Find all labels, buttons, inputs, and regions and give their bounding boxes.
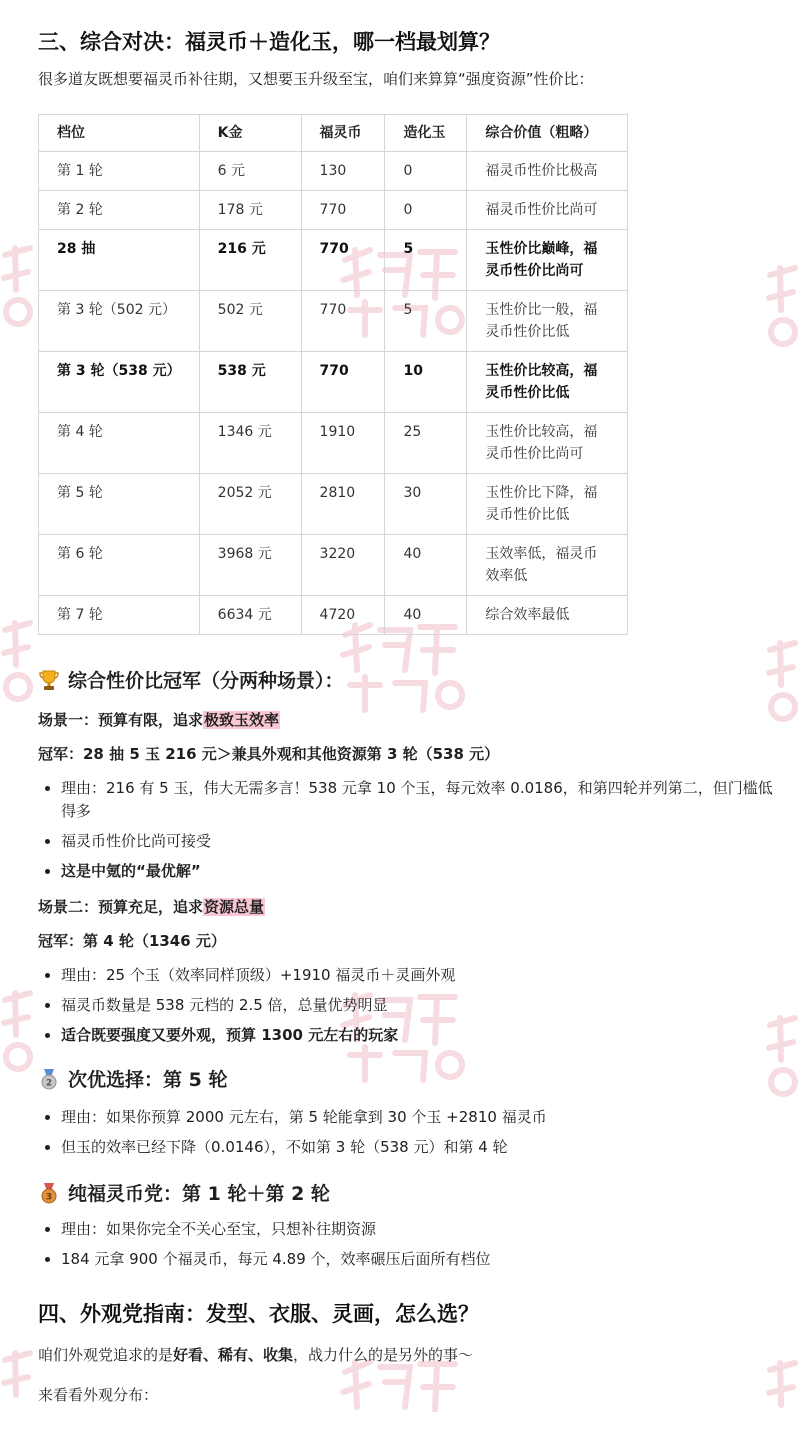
table-cell: 216 元 [199,230,301,291]
second-choice-title-text: 次优选择：第 5 轮 [68,1069,228,1091]
table-cell: 6 元 [199,152,301,191]
third-choice-title [38,1178,778,1210]
scene1-label [38,703,778,737]
scene1-bullets [38,777,778,883]
list-item: • 理由：如果你预算 2000 元左右，第 5 轮能拿到 30 个玉 +2810 福灵币 [61,1106,778,1129]
table-cell: 福灵币性价比极高 [467,152,628,191]
table-cell: 40 [385,535,467,596]
table-row [39,291,628,352]
table-cell: 6634 元 [199,596,301,635]
svg-text:3: 3 [45,1192,53,1203]
third-bullets [38,1218,778,1271]
table-row [39,596,628,635]
table-cell: 40 [385,596,467,635]
table-cell: 770 [301,230,385,291]
table-header-cell: 福灵币 [301,115,385,152]
scene2-bullets [38,964,778,1047]
table-cell: 0 [385,191,467,230]
list-item: • 福灵币数量是 538 元档的 2.5 倍，总量优势明显 [61,994,778,1017]
table-cell: 玉性价比下降，福灵币性价比低 [467,474,628,535]
table-row [39,535,628,596]
table-cell: 第 7 轮 [39,596,200,635]
table-cell: 30 [385,474,467,535]
table-cell: 770 [301,191,385,230]
second-bullets [38,1106,778,1159]
table-header-row [39,115,628,152]
section4-intro-bold: 好看、稀有、收集 [173,1346,294,1364]
table-cell: 玉性价比较高，福灵币性价比低 [467,352,628,413]
section3-intro: 很多道友既想要福灵币补往期，又想要玉升级至宝，咱们来算算“强度资源”性价比： [38,70,594,88]
table-cell: 502 元 [199,291,301,352]
table-cell: 第 1 轮 [39,152,200,191]
champion-title-text: 综合性价比冠军（分两种场景）： [68,670,344,692]
table-cell: 1910 [301,413,385,474]
table-header-cell: 造化玉 [385,115,467,152]
scene1-highlight: 极致玉效率 [204,711,280,729]
table-cell: 第 3 轮（502 元） [39,291,200,352]
list-item: • 福灵币性价比尚可接受 [61,830,778,853]
table-header-cell: 档位 [39,115,200,152]
table-row [39,191,628,230]
table-cell: 3968 元 [199,535,301,596]
list-item: • 理由：如果你完全不关心至宝，只想补往期资源 [61,1218,778,1241]
table-cell: 1346 元 [199,413,301,474]
list-item: • 适合既要强度又要外观，预算 1300 元左右的玩家 [61,1024,778,1047]
table-cell: 2810 [301,474,385,535]
watermark-logo [0,240,40,330]
list-item: • 理由：25 个玉（效率同样顶级）+1910 福灵币＋灵画外观 [61,964,778,987]
table-cell: 10 [385,352,467,413]
table-row [39,352,628,413]
table-header-cell: 综合价值（粗略） [467,115,628,152]
table-cell: 5 [385,230,467,291]
trophy-icon [38,669,60,691]
tier-comparison-table [38,114,628,635]
table-cell: 178 元 [199,191,301,230]
table-cell: 3220 [301,535,385,596]
section4-intro [38,1342,778,1368]
list-item: • 这是中氪的“最优解” [61,860,778,883]
list-item: • 但玉的效率已经下降（0.0146），不如第 3 轮（538 元）和第 4 轮 [61,1136,778,1159]
svg-text:2: 2 [45,1078,53,1089]
second-choice-title [38,1064,778,1096]
scene2-winner: 冠军：第 4 轮（1346 元） [38,932,226,950]
table-cell: 770 [301,352,385,413]
table-row [39,413,628,474]
table-cell: 第 5 轮 [39,474,200,535]
table-cell: 综合效率最低 [467,596,628,635]
scene2-label-text: 场景二：预算充足，追求 [38,898,204,916]
section4-title: 四、外观党指南：发型、衣服、灵画，怎么选？ [38,1302,479,1326]
table-cell: 25 [385,413,467,474]
table-cell: 玉性价比较高，福灵币性价比尚可 [467,413,628,474]
table-cell: 玉效率低，福灵币效率低 [467,535,628,596]
list-item: • 184 元拿 900 个福灵币，每元 4.89 个，效率碾压后面所有档位 [61,1248,778,1271]
table-cell: 第 3 轮（538 元） [39,352,200,413]
third-choice-title-text: 纯福灵币党：第 1 轮＋第 2 轮 [68,1183,330,1205]
scene1-winner: 冠军：28 抽 5 玉 216 元＞兼具外观和其他资源第 3 轮（538 元） [38,745,500,763]
table-cell: 第 4 轮 [39,413,200,474]
table-header-cell: K金 [199,115,301,152]
table-cell: 130 [301,152,385,191]
table-cell: 770 [301,291,385,352]
table-cell: 4720 [301,596,385,635]
watermark-logo [0,1345,40,1435]
table-cell: 2052 元 [199,474,301,535]
table-cell: 0 [385,152,467,191]
watermark-logo [0,615,40,705]
table-row [39,230,628,291]
watermark-logo [0,985,40,1075]
scene2-label [38,890,778,924]
section4-intro-suffix: ，战力什么的是另外的事～ [293,1346,474,1364]
table-cell: 538 元 [199,352,301,413]
scene1-label-text: 场景一：预算有限，追求 [38,711,204,729]
table-row [39,152,628,191]
table-cell: 玉性价比一般，福灵币性价比低 [467,291,628,352]
bronze-medal-icon [38,1182,60,1204]
table-cell: 玉性价比巅峰，福灵币性价比尚可 [467,230,628,291]
table-cell: 福灵币性价比尚可 [467,191,628,230]
table-row [39,474,628,535]
silver-medal-icon [38,1068,60,1090]
article-content [38,22,778,1408]
section4-intro-prefix: 咱们外观党追求的是 [38,1346,174,1364]
table-cell: 第 2 轮 [39,191,200,230]
section3-title: 三、综合对决：福灵币＋造化玉，哪一档最划算？ [38,30,500,54]
table-cell: 5 [385,291,467,352]
champion-title [38,665,778,697]
scene2-highlight: 资源总量 [204,898,265,916]
table-cell: 28 抽 [39,230,200,291]
section4-next: 来看看外观分布： [38,1386,159,1404]
table-cell: 第 6 轮 [39,535,200,596]
list-item: • 理由：216 有 5 玉，伟大无需多言！538 元拿 10 个玉，每元效率 0.0186，和第四轮并列第二，但门槛低得多 [61,777,778,823]
